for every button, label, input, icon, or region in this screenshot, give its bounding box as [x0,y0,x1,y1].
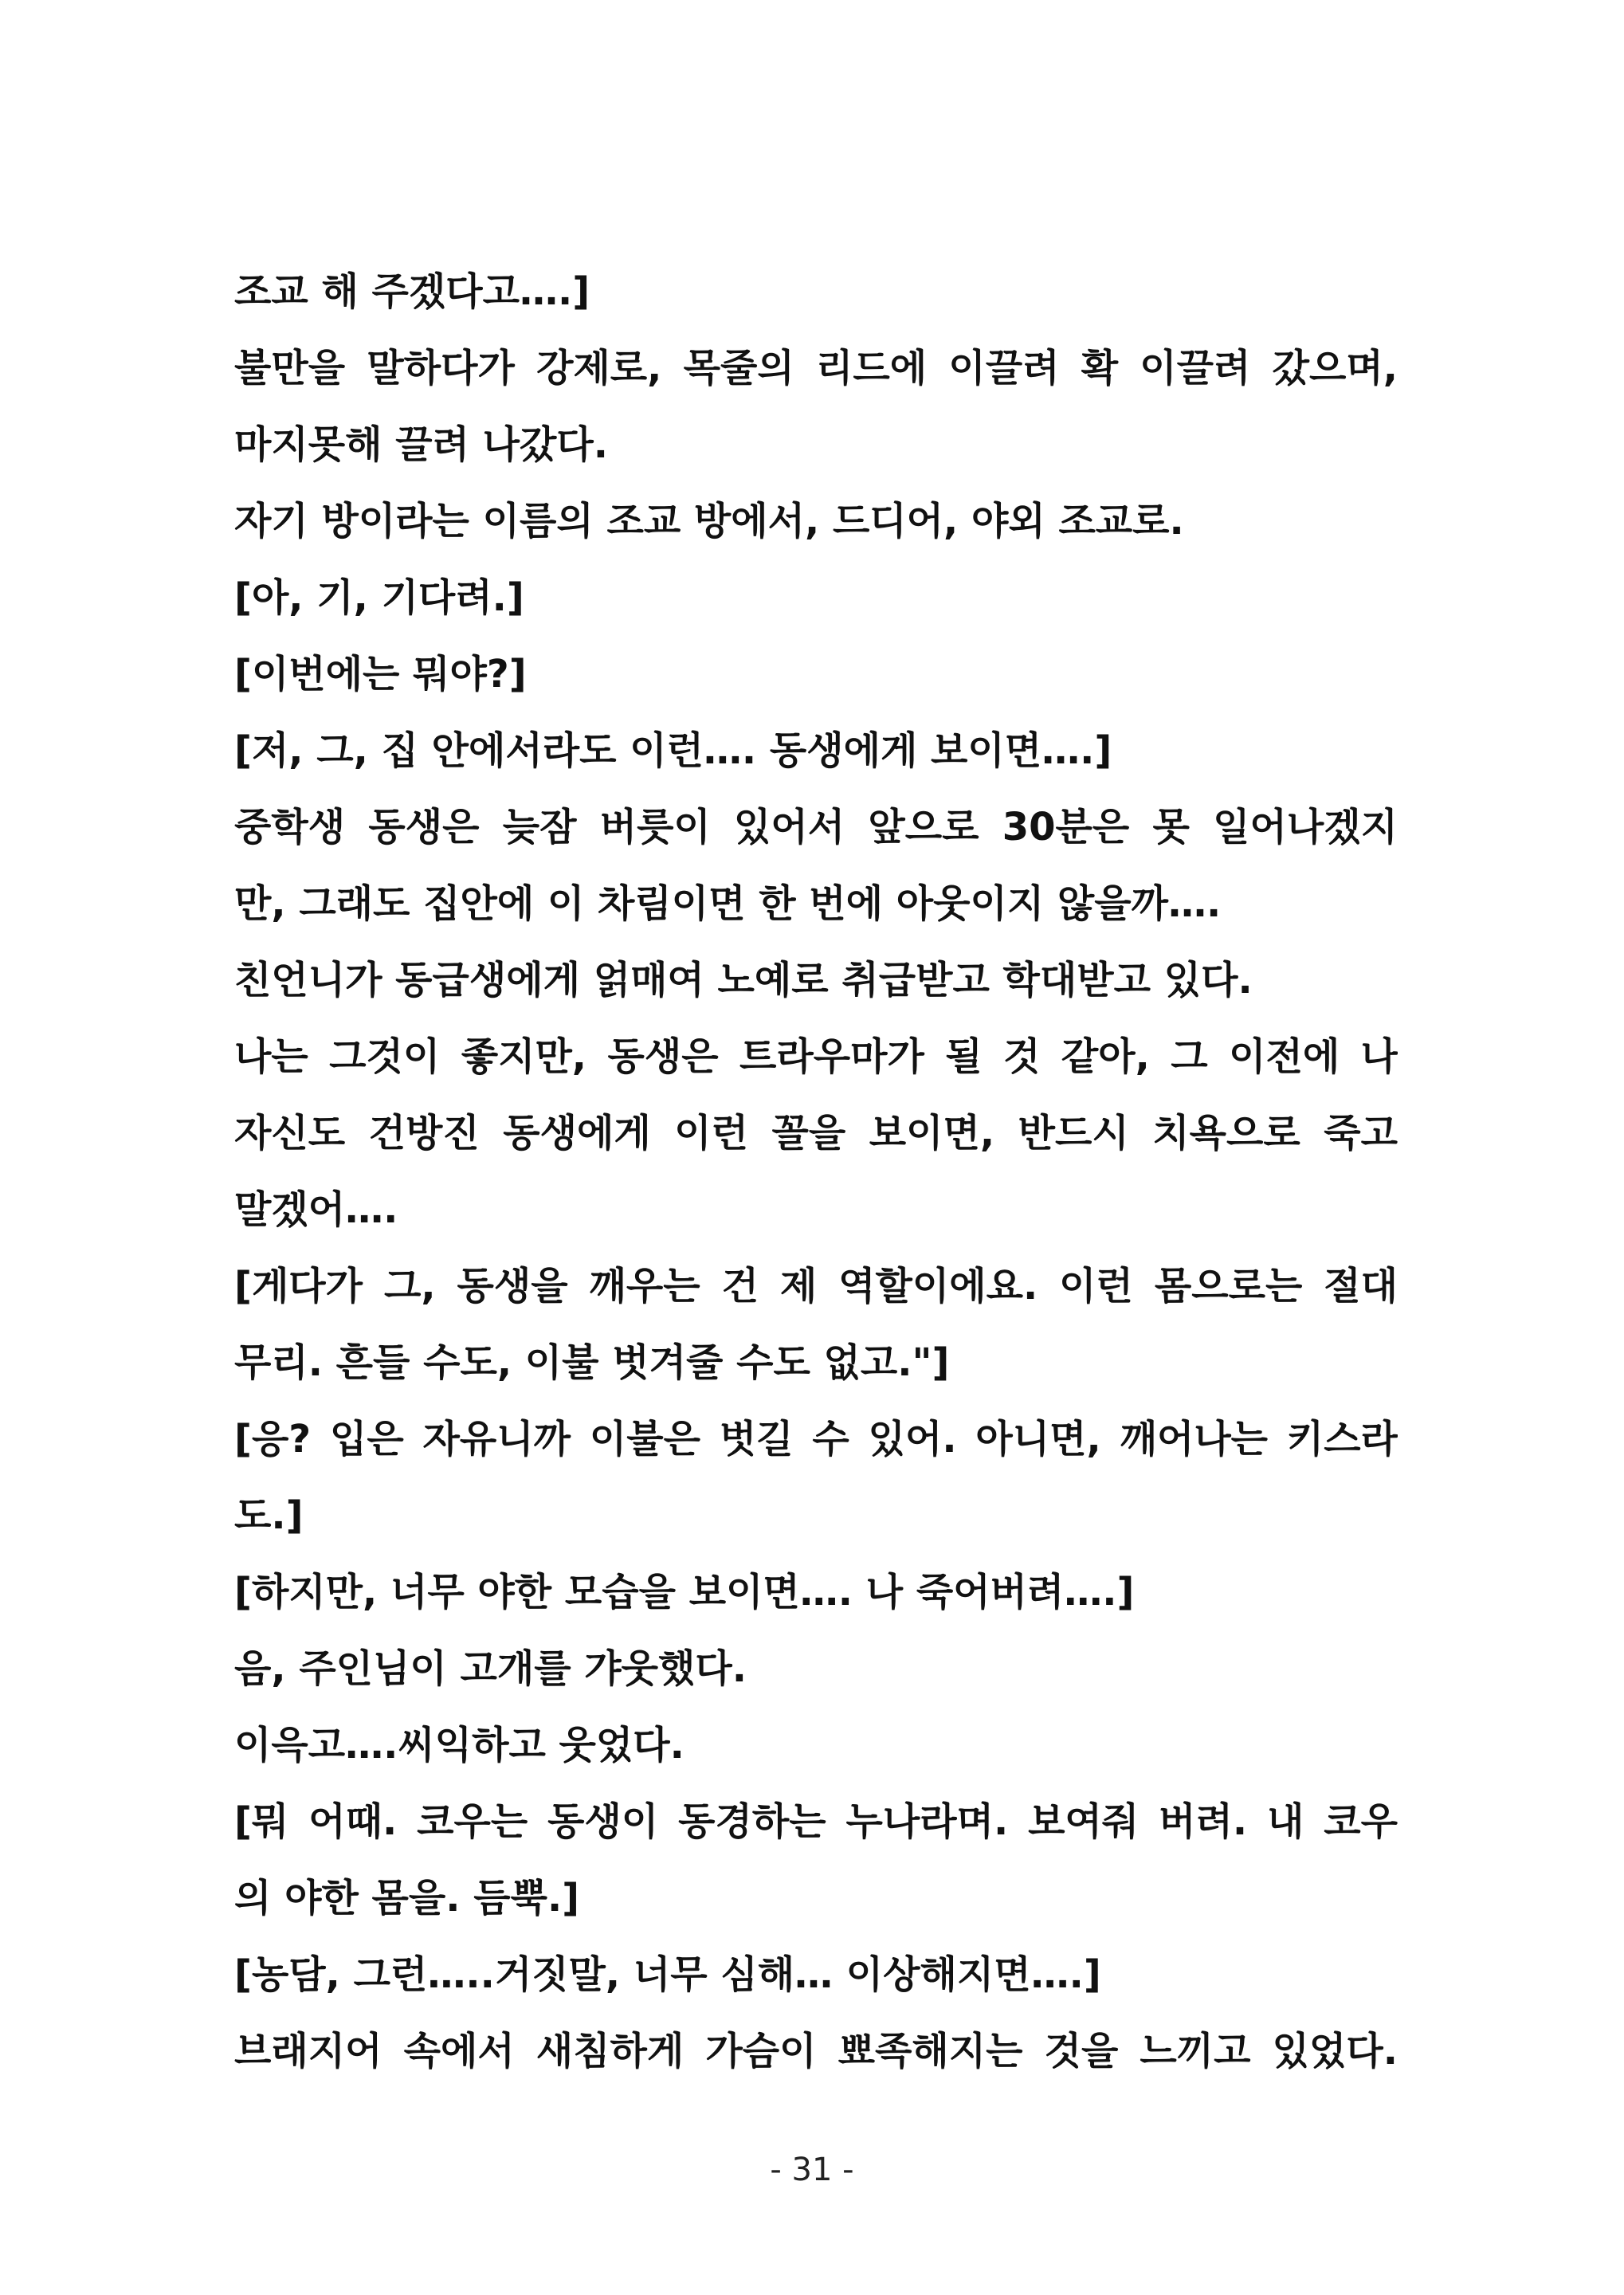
page-number: - 31 - [770,2152,854,2188]
text-line: 음, 주인님이 고개를 갸웃했다. [234,1646,747,1691]
text-line: [농담, 그런…..거짓말, 너무 심해… 이상해지면….] [234,1952,1101,1997]
text-line: [이번에는 뭐야?] [234,652,527,696]
text-line: 의 야한 몸을. 듬뿍.] [234,1876,580,1920]
text-line: 무리. 흔들 수도, 이불 벗겨줄 수도 없고."] [234,1340,950,1385]
text-line: 이윽고….씨익하고 웃었다. [234,1723,685,1767]
text-line: [게다가 그, 동생을 깨우는 건 제 역할이에요. 이런 몸으로는 절대 [234,1264,1398,1308]
text-line: 브래지어 속에서 새침하게 가슴이 뾰족해지는 것을 느끼고 있었다. [234,2029,1398,2073]
text-line: 만, 그래도 집안에 이 차림이면 한 번에 아웃이지 않을까…. [234,881,1222,926]
body-text [234,253,1398,2089]
text-line: 자기 방이라는 이름의 조교 방에서, 드디어, 야외 조교로. [234,499,1184,543]
text-line: 도.] [234,1493,304,1538]
text-line: 마지못해 끌려 나갔다. [234,422,608,467]
text-line: 나는 그것이 좋지만, 동생은 트라우마가 될 것 같아, 그 이전에 나 [234,1034,1398,1079]
text-line: 말겠어…. [234,1187,398,1232]
text-line: [저, 그, 집 안에서라도 이런…. 동생에게 보이면….] [234,728,1112,773]
text-line: 친언니가 동급생에게 얽매여 노예로 취급받고 학대받고 있다. [234,958,1253,1002]
text-line: 자신도 건방진 동생에게 이런 꼴을 보이면, 반드시 치욕으로 죽고 [234,1111,1398,1155]
text-line: [아, 기, 기다려.] [234,575,524,620]
text-line: [뭐 어때. 코우는 동생이 동경하는 누나라며. 보여줘 버려. 내 코우 [234,1799,1398,1844]
text-line: [응? 입은 자유니까 이불은 벗길 수 있어. 아니면, 깨어나는 키스라 [234,1417,1398,1461]
text-line: 조교 해 주겠다고….] [234,269,590,314]
text-line: 중학생 동생은 늦잠 버릇이 있어서 앞으로 30분은 못 일어나겠지 [234,805,1398,849]
text-line: [하지만, 너무 야한 모습을 보이면…. 나 죽어버려….] [234,1570,1135,1614]
text-line: 불만을 말하다가 강제로, 목줄의 리드에 이끌려 확 이끌려 갔으며, [234,346,1398,390]
